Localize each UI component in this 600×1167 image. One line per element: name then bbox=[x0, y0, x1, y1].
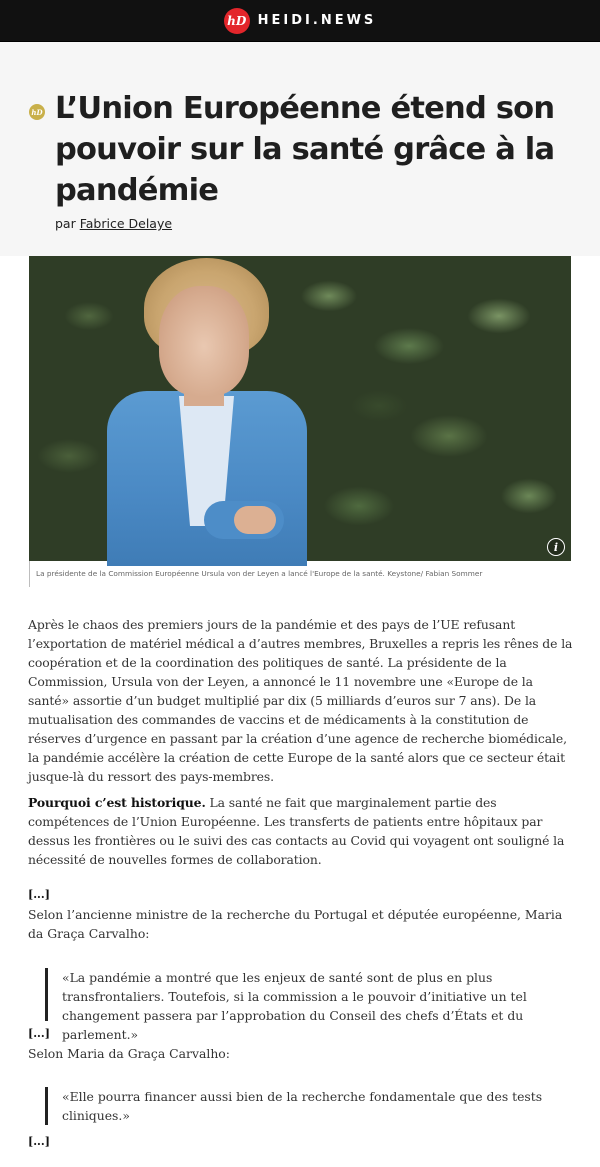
paragraph-why-text: La santé ne fait que marginalement partie des compétences de l’Union Européenne. Les transferts de patients entre hôpitaux par dessus les frontières ou le suivi des cas contacts au Covid qui voyagent ont souligné la nécessité de nouvelles formes de collaboration. bbox=[28, 795, 565, 867]
site-logo[interactable] bbox=[224, 8, 377, 34]
quote-intro-1: Selon l’ancienne ministre de la recherche du Portugal et députée européenne, Maria da Graça Carvalho: bbox=[28, 907, 563, 941]
top-bar bbox=[0, 0, 600, 42]
photo-caption: La présidente de la Commission Européenne Ursula von der Leyen a lancé l'Europe de la santé. Keystone/ Fabian Sommer bbox=[29, 561, 571, 587]
blockquote-1: «La pandémie a montré que les enjeux de santé sont de plus en plus transfrontaliers. Toutefois, si la commission a le pouvoir d’initiative un tel changement passera par l’approbation du Conseil des chefs d’États et du parlement.» bbox=[45, 968, 570, 1021]
ellipsis-marker: [...] bbox=[28, 1135, 50, 1148]
photo-face bbox=[159, 286, 249, 396]
info-icon[interactable]: i bbox=[547, 538, 565, 556]
logo-mark-icon: hD bbox=[224, 8, 250, 34]
ellipsis-marker: [...] bbox=[28, 1027, 50, 1040]
quote-intro-2: Selon Maria da Graça Carvalho: bbox=[28, 1046, 230, 1061]
byline bbox=[55, 216, 172, 231]
paragraph-intro: Après le chaos des premiers jours de la pandémie et des pays de l’UE refusant l’exportation de matériel médical a d’autres membres, Bruxelles a repris les rênes de la coopération et de la coordination des politiques de santé. La présidente de la Commission, Ursula von der Leyen, a annoncé le 11 novembre une «Europe de la santé» assortie d’un budget multiplié par dix (5 milliards d’euros sur 7 ans). De la mutualisation des commandes de vaccins et de médicaments à la constitution de réserves d’urgence en passant par la création d’une agence de recherche biomédicale, la pandémie accélère la création de cette Europe de la santé alors que ce secteur était jusque-là du ressort des pays-membres. bbox=[28, 617, 573, 784]
heidi-badge-icon: hD bbox=[29, 104, 45, 120]
blockquote-2: «Elle pourra financer aussi bien de la recherche fondamentale que des tests cliniques.» bbox=[45, 1087, 570, 1125]
paragraph-lead: Pourquoi c’est historique. bbox=[28, 795, 206, 810]
ellipsis-marker: [...] bbox=[28, 888, 50, 901]
paragraph-why-historic bbox=[28, 793, 573, 869]
author-link[interactable]: Fabrice Delaye bbox=[79, 216, 173, 231]
article-title: L’Union Européenne étend son pouvoir sur la santé grâce à la pandémie bbox=[55, 91, 555, 208]
article-photo bbox=[29, 256, 571, 561]
photo-hand bbox=[234, 506, 276, 534]
logo-text: HEIDI.NEWS bbox=[257, 13, 377, 28]
byline-prefix: par bbox=[55, 216, 76, 231]
